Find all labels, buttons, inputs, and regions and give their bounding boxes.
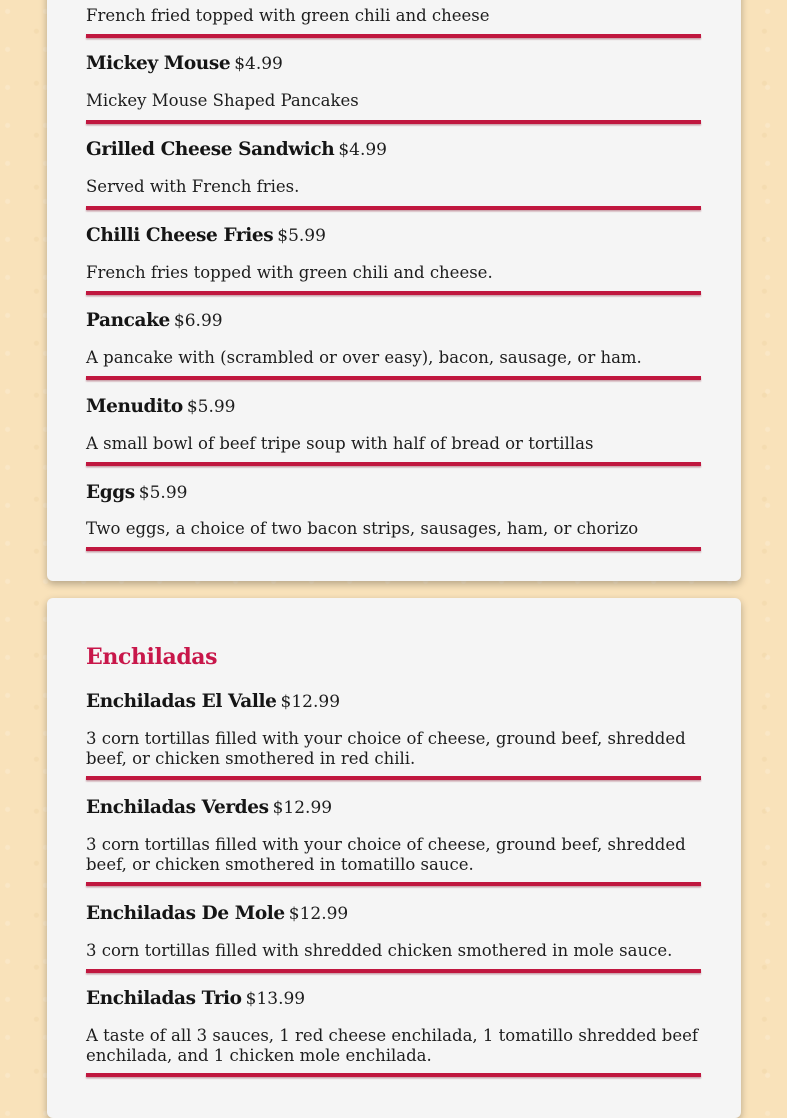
item-price: $4.99 xyxy=(234,54,283,74)
item-price: $5.99 xyxy=(138,483,188,503)
item-divider xyxy=(86,120,701,124)
item-name: Chilli Cheese Fries xyxy=(86,225,274,246)
item-divider xyxy=(86,462,701,466)
item-divider xyxy=(86,376,701,380)
item-description: Two eggs, a choice of two bacon strips, sausages, ham, or chorizo xyxy=(86,519,639,538)
item-description: 3 corn tortillas filled with shredded chicken smothered in mole sauce. xyxy=(86,941,673,960)
item-description: A taste of all 3 sauces, 1 red cheese enchilada, 1 tomatillo shredded beef enchilada, and 1 chicken mole enchilada. xyxy=(86,1026,698,1065)
item-description: A small bowl of beef tripe soup with half of bread or tortillas xyxy=(86,434,594,453)
item-name: Eggs xyxy=(86,482,135,503)
item-name: Mickey Mouse xyxy=(86,53,231,74)
item-name: Enchiladas El Valle xyxy=(86,691,277,712)
item-description: French fried topped with green chili and cheese xyxy=(86,6,490,25)
item-description: 3 corn tortillas filled with your choice of cheese, ground beef, shredded beef, or chicken smothered in red chili. xyxy=(86,729,686,768)
section-title: Enchiladas xyxy=(86,644,218,670)
item-price: $6.99 xyxy=(173,311,223,331)
menu-card-breakfast xyxy=(47,0,741,581)
menu-card-enchiladas xyxy=(47,598,741,1118)
item-divider xyxy=(86,291,701,295)
item-description: French fries topped with green chili and cheese. xyxy=(86,263,493,282)
item-divider xyxy=(86,882,701,886)
item-name: Menudito xyxy=(86,396,183,417)
item-price: $13.99 xyxy=(245,989,306,1009)
item-price: $5.99 xyxy=(186,397,236,417)
item-price: $12.99 xyxy=(272,798,333,818)
item-description: A pancake with (scrambled or over easy), bacon, sausage, or ham. xyxy=(86,348,642,367)
item-name: Enchiladas Trio xyxy=(86,988,242,1009)
item-name: Grilled Cheese Sandwich xyxy=(86,139,335,160)
item-divider xyxy=(86,969,701,973)
item-description: Mickey Mouse Shaped Pancakes xyxy=(86,91,359,110)
item-name: Enchiladas De Mole xyxy=(86,903,285,924)
item-price: $12.99 xyxy=(280,692,341,712)
item-price: $4.99 xyxy=(338,140,387,160)
item-description: Served with French fries. xyxy=(86,177,300,196)
item-divider xyxy=(86,547,701,551)
item-divider xyxy=(86,1073,701,1077)
item-name: Pancake xyxy=(86,310,170,331)
item-divider xyxy=(86,776,701,780)
item-name: Enchiladas Verdes xyxy=(86,797,269,818)
item-divider xyxy=(86,34,701,38)
item-price: $12.99 xyxy=(288,904,349,924)
item-description: 3 corn tortillas filled with your choice of cheese, ground beef, shredded beef, or chicken smothered in tomatillo sauce. xyxy=(86,835,686,874)
item-divider xyxy=(86,206,701,210)
item-price: $5.99 xyxy=(277,226,326,246)
